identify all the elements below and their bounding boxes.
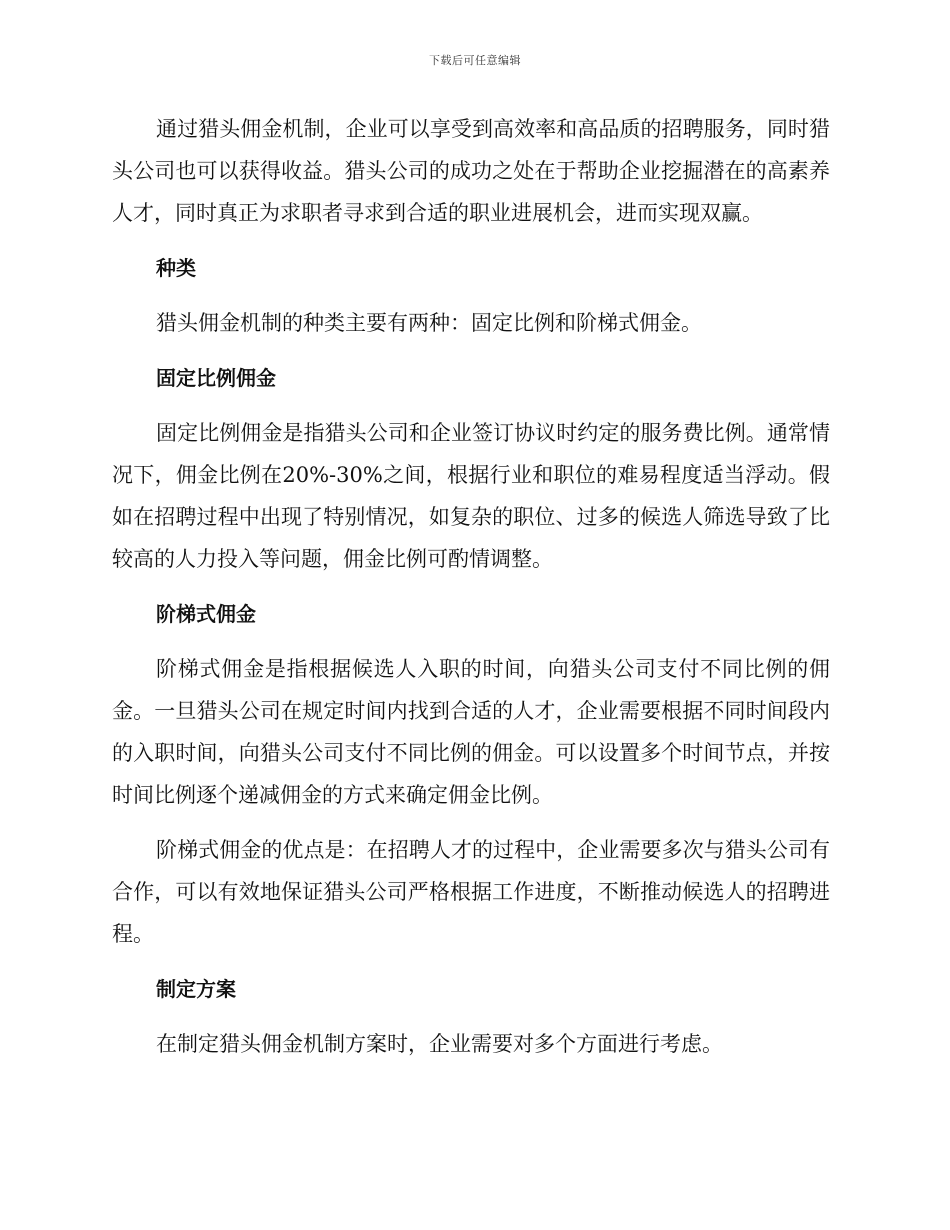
heading-types: 种类 xyxy=(156,256,196,280)
heading-plan: 制定方案 xyxy=(156,977,236,1001)
document-body xyxy=(112,108,830,1065)
fixed-commission-paragraph: 固定比例佣金是指猎头公司和企业签订协议时约定的服务费比例。通常情况下，佣金比例在20%-30%之间，根据行业和职位的难易程度适当浮动。假如在招聘过程中出现了特别情况，如复杂的职位、过多的候选人筛选导致了比较高的人力投入等问题，佣金比例可酌情调整。 xyxy=(112,421,830,571)
tiered-commission-paragraph: 阶梯式佣金是指根据候选人入职的时间，向猎头公司支付不同比例的佣金。一旦猎头公司在规定时间内找到合适的人才，企业需要根据不同时间段内的入职时间，向猎头公司支付不同比例的佣金。可以设置多个时间节点，并按时间比例逐个递减佣金的方式来确定佣金比例。 xyxy=(112,657,830,807)
page-header-note: 下载后可任意编辑 xyxy=(429,54,521,67)
heading-fixed-commission: 固定比例佣金 xyxy=(156,366,276,390)
intro-paragraph: 通过猎头佣金机制，企业可以享受到高效率和高品质的招聘服务，同时猎头公司也可以获得收益。猎头公司的成功之处在于帮助企业挖掘潜在的高素养人才，同时真正为求职者寻求到合适的职业进展机会，进而实现双赢。 xyxy=(112,117,830,225)
tiered-advantage-paragraph: 阶梯式佣金的优点是：在招聘人才的过程中，企业需要多次与猎头公司有合作，可以有效地保证猎头公司严格根据工作进度，不断推动候选人的招聘进程。 xyxy=(112,838,830,946)
plan-paragraph: 在制定猎头佣金机制方案时，企业需要对多个方面进行考虑。 xyxy=(156,1032,723,1056)
heading-tiered-commission: 阶梯式佣金 xyxy=(156,602,256,626)
types-paragraph: 猎头佣金机制的种类主要有两种：固定比例和阶梯式佣金。 xyxy=(156,311,702,335)
